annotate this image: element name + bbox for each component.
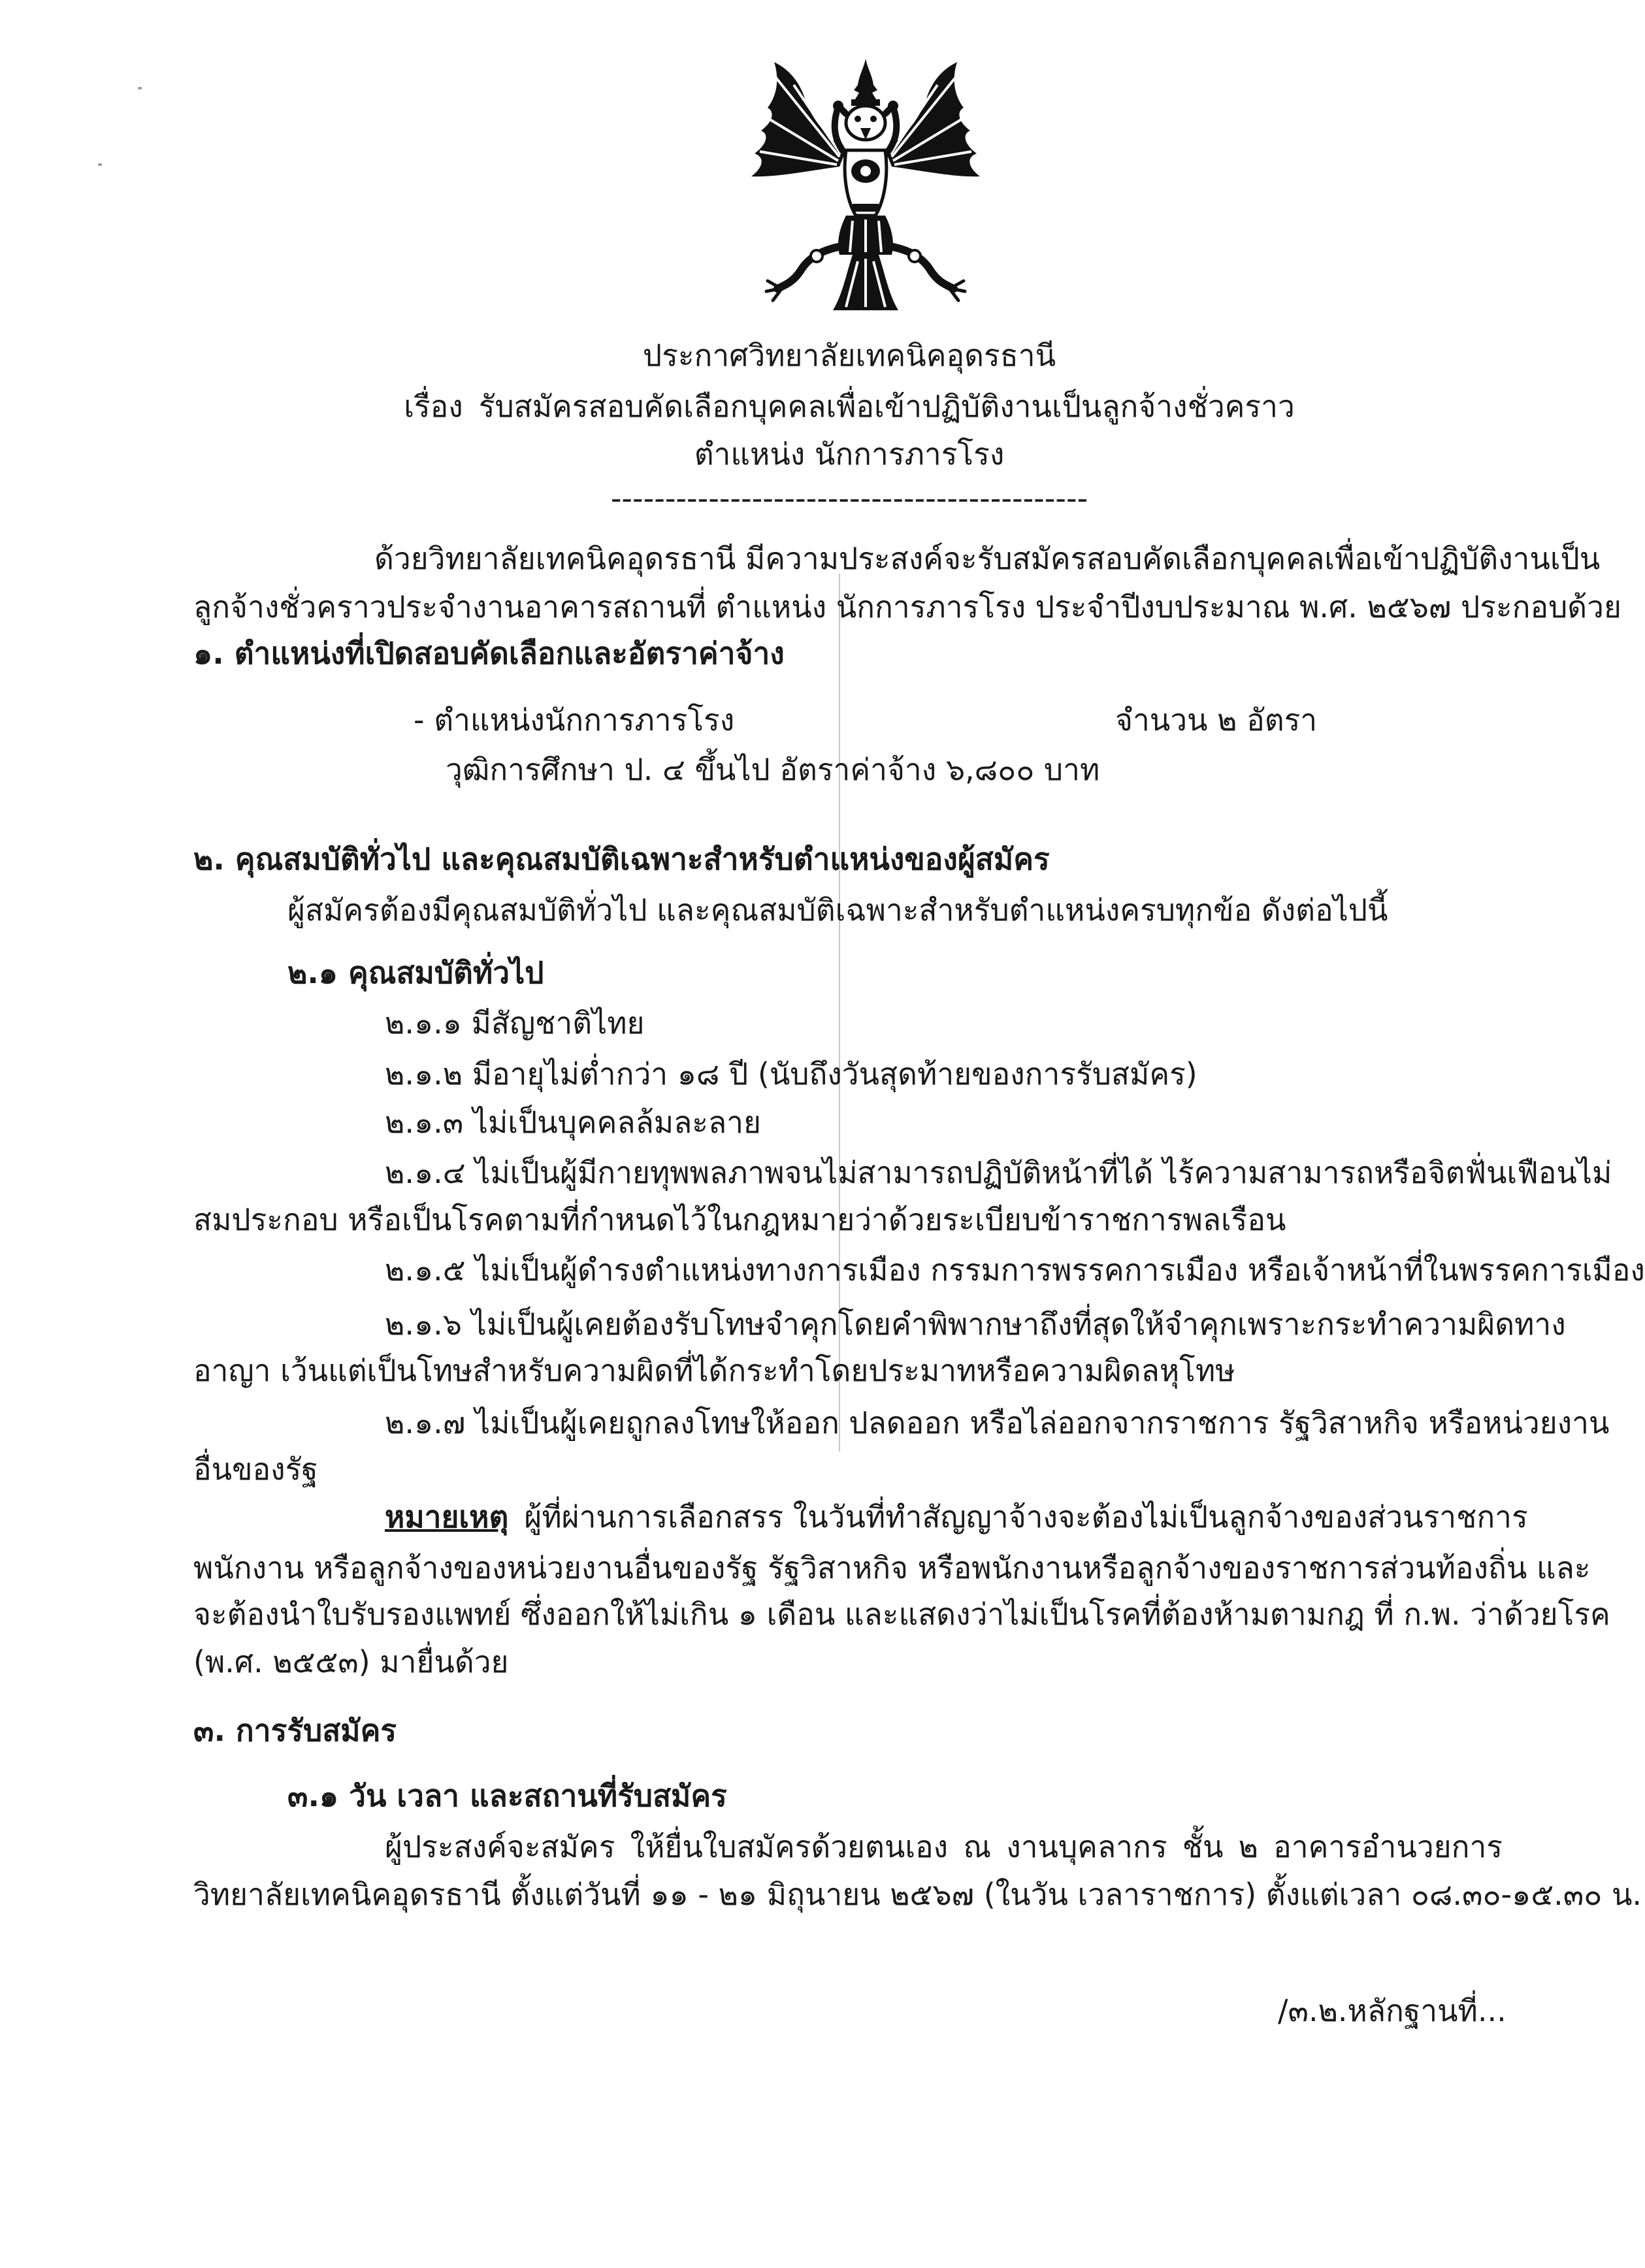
section-3-1-heading: ๓.๑ วัน เวลา และสถานที่รับสมัคร	[287, 1778, 727, 1813]
section-1-heading: ๑. ตำแหน่งที่เปิดสอบคัดเลือกและอัตราค่าจ้าง	[193, 636, 785, 671]
note-line-2: พนักงาน หรือลูกจ้างของหน่วยงานอื่นของรัฐ รัฐวิสาหกิจ หรือพนักงานหรือลูกจ้างของราชการส่วนท้องถิ่น และ	[193, 1550, 1591, 1585]
scan-speck	[138, 87, 142, 89]
note-line-4: (พ.ศ. ๒๕๕๓) มายื่นด้วย	[193, 1644, 509, 1679]
header-divider: --------------------------------------------	[610, 481, 1088, 516]
position-item: - ตำแหน่งนักการภารโรง	[414, 702, 735, 737]
note-line-3: จะต้องนำใบรับรองแพทย์ ซึ่งออกให้ไม่เกิน ๑ เดือน และแสดงว่าไม่เป็นโรคที่ต้องห้ามตามกฎ ที่ ก.พ. ว่าด้วยโรค	[193, 1596, 1610, 1632]
emblem-right-half	[881, 62, 980, 300]
qualification-item-1: ๒.๑.๑ มีสัญชาติไทย	[385, 1005, 645, 1041]
qualification-item-6-line-1: ๒.๑.๖ ไม่เป็นผู้เคยต้องรับโทษจำคุกโดยคำพิพากษาถึงที่สุดให้จำคุกเพราะกระทำความผิดทาง	[385, 1306, 1566, 1342]
qualification-item-7-line-1: ๒.๑.๗ ไม่เป็นผู้เคยถูกลงโทษให้ออก ปลดออก หรือไล่ออกจากราชการ รัฐวิสาหกิจ หรือหน่วยงาน	[385, 1405, 1610, 1440]
qualification-item-4-line-1: ๒.๑.๔ ไม่เป็นผู้มีกายทุพพลภาพจนไม่สามารถปฏิบัติหน้าที่ได้ ไร้ความสามารถหรือจิตฟั่นเฟือนไม่	[385, 1155, 1612, 1190]
intro-line-1: ด้วยวิทยาลัยเทคนิคอุดรธานี มีความประสงค์จะรับสมัครสอบคัดเลือกบุคคลเพื่อเข้าปฏิบัติงานเป็น	[374, 541, 1601, 576]
section-2-heading: ๒. คุณสมบัติทั่วไป และคุณสมบัติเฉพาะสำหรับตำแหน่งของผู้สมัคร	[193, 841, 1050, 877]
announcement-title: ประกาศวิทยาลัยเทคนิคอุดรธานี	[642, 338, 1056, 373]
vacancy-count: จำนวน ๒ อัตรา	[1115, 702, 1318, 737]
intro-line-2: ลูกจ้างชั่วคราวประจำงานอาคารสถานที่ ตำแหน่ง นักการภารโรง ประจำปีงบประมาณ พ.ศ. ๒๕๖๗ ประกอบด้วย	[193, 589, 1621, 624]
garuda-emblem-svg	[745, 59, 986, 314]
garuda-emblem-icon	[745, 59, 986, 314]
qualification-item-7-line-2: อื่นของรัฐ	[193, 1451, 318, 1487]
qualification-item-4-line-2: สมประกอบ หรือเป็นโรคตามที่กำหนดไว้ในกฎหมายว่าด้วยระเบียบข้าราชการพลเรือน	[193, 1202, 1286, 1237]
note-line-1	[385, 1494, 1528, 1540]
application-line-1: ผู้ประสงค์จะสมัคร ให้ยื่นใบสมัครด้วยตนเอง ณ งานบุคลากร ชั้น ๒ อาคารอำนวยการ	[385, 1829, 1503, 1864]
qualification-item-5: ๒.๑.๕ ไม่เป็นผู้ดำรงตำแหน่งทางการเมือง กรรมการพรรคการเมือง หรือเจ้าหน้าที่ในพรรคการเมือง	[385, 1252, 1645, 1288]
section-3-heading: ๓. การรับสมัคร	[193, 1713, 397, 1748]
subject-text: รับสมัครสอบคัดเลือกบุคคลเพื่อเข้าปฏิบัติงานเป็นลูกจ้างชั่วคราว	[478, 389, 1295, 424]
section-2-1-heading: ๒.๑ คุณสมบัติทั่วไป	[287, 955, 544, 990]
emblem-left-half	[751, 62, 850, 300]
qualification-wage: วุฒิการศึกษา ป. ๔ ขึ้นไป อัตราค่าจ้าง ๖,๘๐๐ บาท	[446, 752, 1100, 787]
subject-line	[196, 383, 1503, 429]
application-line-2: วิทยาลัยเทคนิคอุดรธานี ตั้งแต่วันที่ ๑๑ - ๒๑ มิถุนายน ๒๕๖๗ (ในวัน เวลาราชการ) ตั้งแต่เวลา ๐๘.๓๐-๑๕.๓๐ น.	[193, 1877, 1642, 1912]
position-title: ตำแหน่ง นักการภารโรง	[694, 436, 1005, 472]
note-label: หมายเหตุ	[385, 1499, 509, 1534]
subject-label: เรื่อง	[404, 389, 463, 424]
scan-speck	[98, 163, 102, 166]
note-text-1: ผู้ที่ผ่านการเลือกสรร ในวันที่ทำสัญญาจ้างจะต้องไม่เป็นลูกจ้างของส่วนราชการ	[524, 1499, 1528, 1534]
emblem-center	[833, 59, 898, 310]
qualification-item-3: ๒.๑.๓ ไม่เป็นบุคคลล้มละลาย	[385, 1105, 761, 1140]
qualification-item-6-line-2: อาญา เว้นแต่เป็นโทษสำหรับความผิดที่ได้กระทำโดยประมาทหรือความผิดลหุโทษ	[193, 1353, 1235, 1388]
qualification-item-2: ๒.๑.๒ มีอายุไม่ต่ำกว่า ๑๘ ปี (นับถึงวันสุดท้ายของการรับสมัคร)	[385, 1056, 1197, 1092]
continuation-marker: /๓.๒.หลักฐานที่...	[1278, 1993, 1507, 2028]
section-2-intro: ผู้สมัครต้องมีคุณสมบัติทั่วไป และคุณสมบัติเฉพาะสำหรับตำแหน่งครบทุกข้อ ดังต่อไปนี้	[287, 892, 1388, 928]
